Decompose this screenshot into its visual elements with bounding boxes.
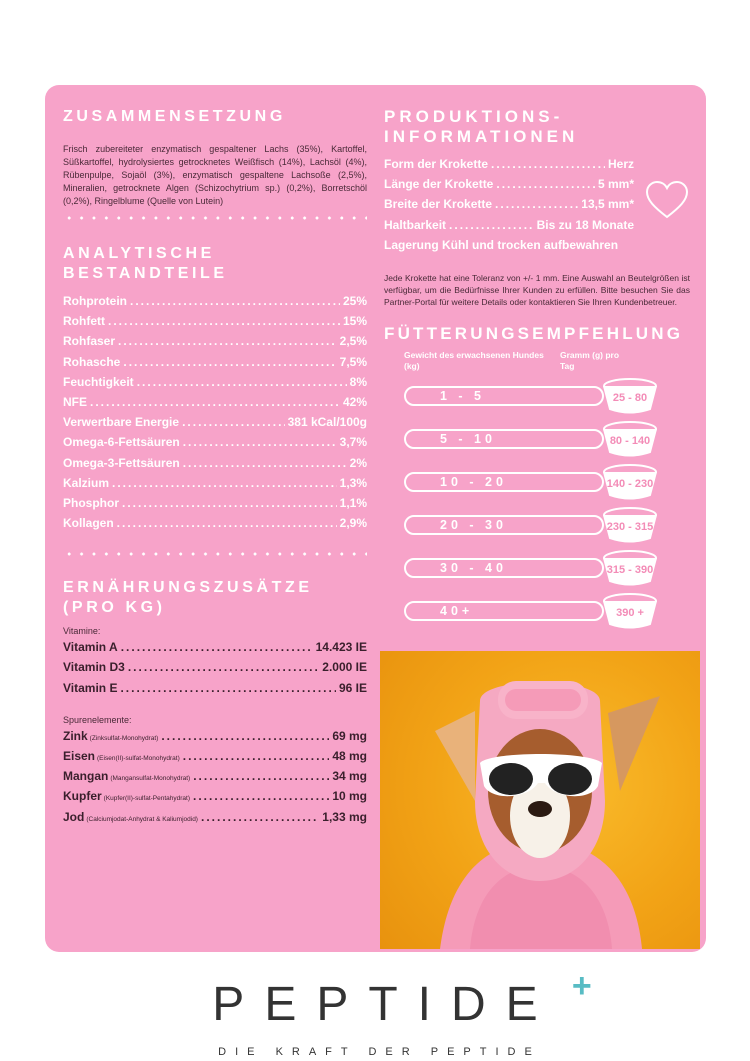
analytical-heading: ANALYTISCHE BESTANDTEILE	[63, 245, 228, 282]
heart-outline-icon	[644, 179, 690, 221]
trace-row: Zink (Zinksulfat-Monohydrat) ..... 69 mg	[63, 729, 367, 749]
gram-range: 25 - 80	[612, 391, 648, 404]
feeding-row	[384, 501, 690, 544]
composition-heading: ZUSAMMENSETZUNG	[63, 108, 286, 125]
gram-range: 390 +	[616, 606, 644, 619]
weight-range: 5 - 10	[404, 429, 604, 449]
weight-range: 20 - 30	[404, 515, 604, 535]
trace-label: Spurenelemente:	[63, 714, 132, 725]
feeding-row	[384, 415, 690, 458]
production-row: Breite der Krokette ..... 13,5 mm*	[384, 197, 634, 217]
left-column	[63, 107, 367, 830]
brand-logo	[0, 967, 750, 1058]
production-row: Haltbarkeit ..... Bis zu 18 Monate	[384, 218, 634, 238]
analytical-row: Rohfaser ..... 2,5%	[63, 334, 367, 354]
brand-plus: +	[571, 967, 592, 1005]
analytical-row: Feuchtigkeit ..... 8%	[63, 375, 367, 395]
feeding-row	[384, 587, 690, 630]
info-card	[45, 85, 706, 952]
analytical-list	[63, 294, 367, 536]
gram-range: 140 - 230	[606, 477, 654, 490]
trace-row: Mangan (Mangansulfat-Monohydrat) ..... 34 mg	[63, 769, 367, 789]
dog-photo	[380, 651, 700, 949]
right-column	[384, 107, 690, 630]
analytical-row: Kalzium ..... 1,3%	[63, 476, 367, 496]
dog-in-towel-illustration	[380, 651, 700, 949]
brand-name: PEPTIDE	[212, 978, 558, 1031]
composition-text: Frisch zubereiteter enzymatisch gespaltener Lachs (35%), Kartoffel, Süßkartoffel, hydrolysiertes getrocknetes Weißfisch (14%), Lachsöl (4%), Rübenpulpe, Sojaöl (3%), enzymatisch gespaltene Lachsoße (2,5%), Mineralien, getrocknete Algen (Schizochytrium sp.) (0,2%), Borretschöl (0,2%), Ringelblume (Quelle von Lutein)	[63, 144, 367, 206]
analytical-row: Kollagen ..... 2,9%	[63, 516, 367, 536]
analytical-row: Rohfett ..... 15%	[63, 314, 367, 334]
brand-tagline: DIE KRAFT DER PEPTIDE	[218, 1046, 541, 1058]
trace-row: Jod (Calciumjodat-Anhydrat & Kaliumjodid) ..... 1,33 mg	[63, 810, 367, 830]
dotted-divider	[63, 552, 367, 556]
dotted-divider	[63, 216, 367, 220]
weight-range: 10 - 20	[404, 472, 604, 492]
weight-column-header: Gewicht des erwachsenen Hundes (kg)	[404, 349, 544, 371]
feeding-row	[384, 544, 690, 587]
production-note: Jede Krokette hat eine Toleranz von +/- 1 mm. Eine Auswahl an Beutelgrößen ist verfügbar, um die Bedürfnisse Ihrer Kunden zu erfüllen. Bitte besuchen Sie das Partner-Portal für weitere Details oder kontaktieren Sie Ihren Kundenbetreuer.	[384, 272, 690, 307]
analytical-row: Rohasche ..... 7,5%	[63, 355, 367, 375]
storage-row: Lagerung Kühl und trocken aufbewahren	[384, 237, 619, 252]
production-row: Länge der Krokette ..... 5 mm*	[384, 177, 634, 197]
analytical-row: Rohprotein ..... 25%	[63, 294, 367, 314]
gram-range: 80 - 140	[609, 434, 651, 447]
production-heading: PRODUKTIONS- INFORMATIONEN	[384, 107, 579, 146]
feeding-row	[384, 458, 690, 501]
weight-range: 30 - 40	[404, 558, 604, 578]
feeding-heading: FÜTTERUNGSEMPFEHLUNG	[384, 323, 684, 343]
analytical-row: Phosphor ..... 1,1%	[63, 496, 367, 516]
weight-range: 1 - 5	[404, 386, 604, 406]
trace-row: Eisen (Eisen(II)-sulfat-Monohydrat) ..... 48 mg	[63, 749, 367, 769]
feeding-list	[384, 372, 690, 630]
weight-range: 40+	[404, 601, 604, 621]
feeding-row	[384, 372, 690, 415]
analytical-row: Verwertbare Energie ..... 381 kCal/100g	[63, 415, 367, 435]
vitamin-list	[63, 640, 367, 701]
vitamins-label: Vitamine:	[63, 626, 101, 637]
vitamin-row: Vitamin D3 ..... 2.000 IE	[63, 660, 367, 680]
production-list	[384, 157, 634, 258]
additives-heading: ERNÄHRUNGSZUSÄTZE (PRO KG)	[63, 579, 313, 617]
vitamin-row: Vitamin A ..... 14.423 IE	[63, 640, 367, 660]
feeding-column-headers	[384, 350, 690, 372]
analytical-row: Omega-3-Fettsäuren ..... 2%	[63, 456, 367, 476]
gram-column-header: Gramm (g) pro Tag	[560, 349, 620, 371]
analytical-row: Omega-6-Fettsäuren ..... 3,7%	[63, 435, 367, 455]
gram-range: 230 - 315	[606, 520, 654, 533]
trace-row: Kupfer (Kupfer(II)-sulfat-Pentahydrat) ..... 10 mg	[63, 789, 367, 809]
gram-range: 315 - 390	[606, 563, 654, 576]
analytical-row: NFE ..... 42%	[63, 395, 367, 415]
trace-list	[63, 729, 367, 830]
production-row: Form der Krokette ..... Herz	[384, 157, 634, 177]
vitamin-row: Vitamin E ..... 96 IE	[63, 681, 367, 701]
